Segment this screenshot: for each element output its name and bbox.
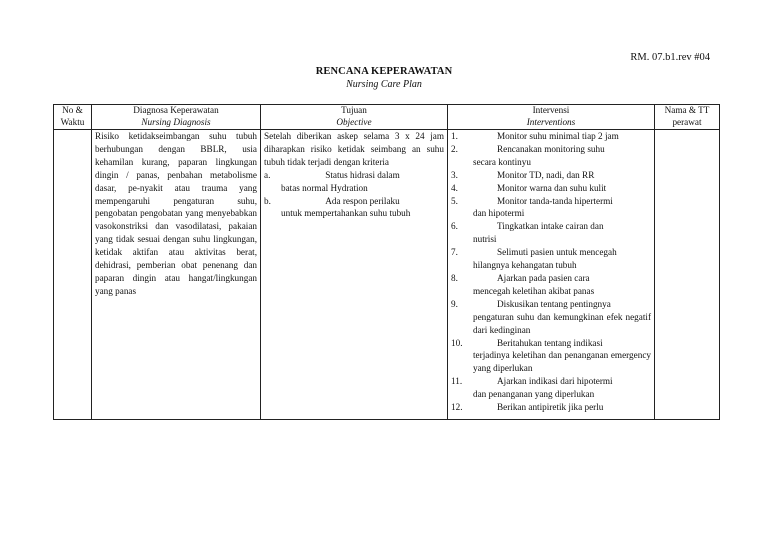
intervention-text [473, 143, 651, 169]
intervention-text-first-line: Tingkatkan intake cairan dan [497, 221, 604, 232]
criterion-text [281, 169, 444, 195]
column-header-diagnosis-line1: Diagnosa Keperawatan [133, 105, 219, 115]
criterion-text-line1: Ada respon perilaku [325, 195, 400, 206]
intervention-text-continuation: terjadinya keletihan dan penanganan emergency yang diperlukan [473, 350, 651, 374]
intervention-text [473, 401, 651, 414]
column-header-objective-line1: Tujuan [341, 105, 367, 115]
document-code: RM. 07.b1.rev #04 [630, 52, 710, 63]
intervention-list [451, 130, 651, 414]
intervention-text-first-line: Monitor tanda-tanda hipertermi [497, 195, 613, 206]
intervention-text-continuation: pengaturan suhu dan kemungkinan efek negatif dari kedinginan [473, 311, 651, 335]
intervention-item [451, 401, 651, 414]
intervention-text-first-line: Monitor warna dan suhu kulit [497, 182, 607, 193]
intervention-text-first-line: Ajarkan indikasi dari hipotermi [497, 376, 613, 387]
intervention-text [473, 195, 651, 221]
intervention-number: 3. [451, 169, 458, 180]
intervention-number: 6. [451, 221, 458, 232]
criterion-text-line1: Status hidrasi dalam [325, 169, 400, 180]
column-header-objective-line2: Objective [336, 116, 372, 127]
criterion-marker: a. [264, 169, 271, 180]
document-subtitle: Nursing Care Plan [346, 79, 422, 90]
column-header-nama [655, 105, 720, 130]
intervention-text [473, 130, 651, 143]
intervention-number: 2. [451, 143, 458, 154]
intervention-number: 1. [451, 131, 458, 141]
intervention-number: 10. [451, 337, 463, 348]
intervention-text-continuation: nutrisi [473, 234, 497, 245]
intervention-item [451, 195, 651, 221]
intervention-text [473, 375, 651, 401]
criterion-text-line2: untuk mempertahankan suhu tubuh [281, 208, 411, 219]
intervention-text-continuation: secara kontinyu [473, 156, 531, 167]
objective-criteria-list [264, 169, 444, 221]
cell-no-waktu [54, 130, 92, 420]
intervention-item [451, 169, 651, 182]
document-title: RENCANA KEPERAWATAN [315, 66, 453, 77]
intervention-text-first-line: Selimuti pasien untuk mencegah [497, 247, 617, 258]
diagnosis-text: Risiko ketidakseimbangan suhu tubuh berhubungan dengan BBLR, usia kehamilan kurang, paparan lingkungan dingin / panas, penbahan metabolisme dasar, pe-nyakit atau trauma yang mempengaruhi pengaturan suhu, pengobatan pengobatan yang menyebabkan vasokonstriksi dan vasodilatasi, pakaian yang tidak sesuai dengan suhu lingkungan, ketidak aktifan atau aktivitas berat, dehidrasi, pemberian obat penenang dan paparan dingin atau hangat/lingkungan yang panas [95, 131, 257, 296]
intervention-item [451, 130, 651, 143]
intervention-text-first-line: Monitor suhu minimal tiap 2 jam [497, 131, 619, 141]
table-header-row [54, 105, 720, 130]
intervention-text-continuation: dan hipotermi [473, 208, 525, 219]
intervention-text-first-line: Beritahukan tentang indikasi [497, 337, 603, 348]
intervention-number: 12. [451, 402, 463, 413]
intervention-text-first-line: Diskusikan tentang pentingnya [497, 298, 611, 309]
column-header-no-line2: Waktu [60, 116, 85, 127]
intervention-text [473, 272, 651, 298]
column-header-diagnosis-line2: Nursing Diagnosis [141, 116, 211, 127]
intervention-text-continuation: mencegah keletihan akibat panas [473, 285, 595, 296]
intervention-text-first-line: Ajarkan pada pasien cara [497, 272, 590, 283]
intervention-text-first-line: Berikan antipiretik jika perlu [497, 402, 604, 413]
intervention-text-first-line: Rencanakan monitoring suhu [497, 143, 605, 154]
cell-diagnosis [92, 130, 261, 420]
intervention-text [473, 246, 651, 272]
intervention-text-first-line: Monitor TD, nadi, dan RR [497, 169, 595, 180]
intervention-number: 4. [451, 182, 458, 193]
objective-intro: Setelah diberikan askep selama 3 x 24 jam diharapkan risiko ketidak seimbang an suhu tubuh tidak terjadi dengan kriteria [264, 131, 444, 167]
intervention-text [473, 298, 651, 337]
intervention-item [451, 143, 651, 169]
intervention-item [451, 375, 651, 401]
intervention-item [451, 246, 651, 272]
column-header-no-line1: No & [62, 105, 83, 115]
criterion-marker: b. [264, 195, 271, 206]
objective-criterion [264, 169, 444, 195]
nursing-care-plan-table [53, 104, 720, 420]
intervention-number: 7. [451, 247, 458, 258]
column-header-nama-line1: Nama & TT [664, 105, 710, 115]
intervention-item [451, 220, 651, 246]
table-row [54, 130, 720, 420]
column-header-intervention [448, 105, 655, 130]
intervention-text [473, 169, 651, 182]
intervention-number: 8. [451, 272, 458, 283]
intervention-text [473, 182, 651, 195]
intervention-number: 5. [451, 195, 458, 206]
intervention-item [451, 298, 651, 337]
intervention-text [473, 337, 651, 376]
objective-criterion [264, 195, 444, 221]
cell-objective [261, 130, 448, 420]
intervention-number: 9. [451, 298, 458, 309]
column-header-objective [261, 105, 448, 130]
intervention-text-continuation: dan penanganan yang diperlukan [473, 389, 595, 400]
intervention-item [451, 182, 651, 195]
cell-nama-perawat [655, 130, 720, 420]
column-header-diagnosis [92, 105, 261, 130]
column-header-no [54, 105, 92, 130]
column-header-intervention-line2: Interventions [526, 116, 576, 127]
criterion-text-line2: batas normal Hydration [281, 182, 368, 193]
intervention-item [451, 337, 651, 376]
intervention-number: 11. [451, 376, 463, 387]
column-header-nama-line2: perawat [672, 116, 702, 127]
intervention-item [451, 272, 651, 298]
criterion-text [281, 195, 444, 221]
column-header-intervention-line1: Intervensi [532, 105, 570, 115]
cell-interventions [448, 130, 655, 420]
intervention-text-continuation: hilangnya kehangatan tubuh [473, 260, 577, 271]
intervention-text [473, 220, 651, 246]
